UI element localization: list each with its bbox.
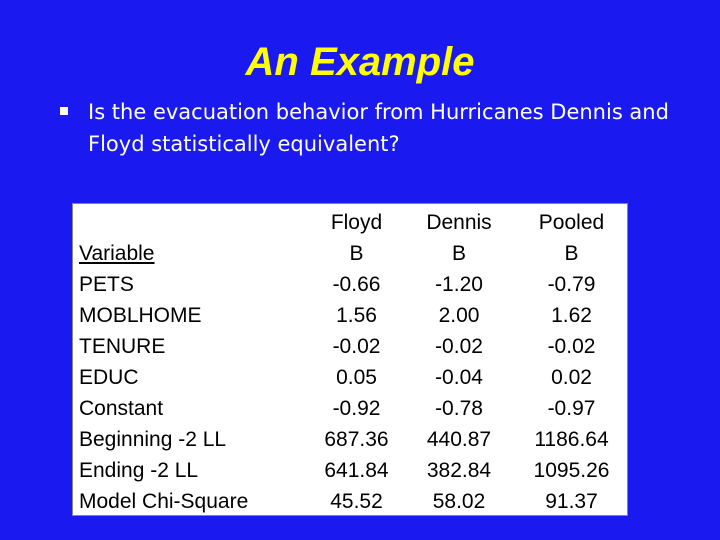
table-row [73, 486, 629, 517]
header-cell-dennis: Dennis [426, 211, 492, 234]
header-cell [73, 207, 309, 238]
results-table-panel [72, 203, 628, 516]
coefficient-cell: -0.79 [547, 273, 596, 296]
table-row [73, 424, 629, 455]
table-row [73, 393, 629, 424]
coefficient-cell: 2.00 [438, 304, 480, 327]
variable-name-cell: MOBLHOME [79, 304, 202, 327]
table-row [73, 331, 629, 362]
header-row-1 [73, 207, 629, 238]
bullet-text: Is the evacuation behavior from Hurricanes Dennis and Floyd statistically equivalent? [88, 100, 669, 156]
header-cell-floyd: Floyd [330, 211, 383, 234]
variable-name-cell: Constant [79, 397, 164, 420]
coefficient-cell: 58.02 [432, 490, 486, 513]
coefficient-cell: -0.02 [547, 335, 596, 358]
coefficient-cell: -0.04 [435, 366, 483, 389]
header-cell-variable: Variable [79, 242, 155, 265]
coefficient-cell: 1.56 [336, 304, 377, 327]
results-table [73, 207, 629, 517]
header-cell-b: B [349, 242, 364, 265]
header-cell-pooled: Pooled [538, 211, 605, 234]
variable-name-cell: Beginning -2 LL [79, 428, 227, 451]
coefficient-cell: 0.05 [336, 366, 377, 389]
slide-title: An Example [245, 40, 475, 84]
coefficient-cell: -0.02 [435, 335, 483, 358]
coefficient-cell: 382.84 [426, 459, 492, 482]
header-cell-b: B [564, 242, 579, 265]
table-row [73, 362, 629, 393]
square-bullet-icon [60, 107, 68, 115]
coefficient-cell: 1095.26 [533, 459, 610, 482]
table-row [73, 269, 629, 300]
coefficient-cell: -0.02 [332, 335, 381, 358]
coefficient-cell: -0.97 [547, 397, 596, 420]
variable-name-cell: EDUC [79, 366, 139, 389]
table-body [73, 269, 629, 517]
variable-name-cell: TENURE [79, 335, 166, 358]
coefficient-cell: 45.52 [330, 490, 383, 513]
header-row-2 [73, 238, 629, 269]
header-cell-b: B [451, 242, 466, 265]
variable-name-cell: PETS [79, 273, 134, 296]
coefficient-cell: -1.20 [435, 273, 483, 296]
bullet-item [60, 96, 680, 160]
coefficient-cell: 1.62 [551, 304, 592, 327]
coefficient-cell: 1186.64 [534, 428, 609, 451]
coefficient-cell: 440.87 [426, 428, 492, 451]
table-row [73, 455, 629, 486]
coefficient-cell: 0.02 [551, 366, 592, 389]
coefficient-cell: -0.92 [332, 397, 381, 420]
coefficient-cell: 687.36 [324, 428, 389, 451]
variable-name-cell: Ending -2 LL [79, 459, 199, 482]
coefficient-cell: 641.84 [324, 459, 389, 482]
coefficient-cell: -0.78 [435, 397, 483, 420]
coefficient-cell: -0.66 [332, 273, 381, 296]
variable-name-cell: Model Chi-Square [79, 490, 249, 513]
coefficient-cell: 91.37 [545, 490, 598, 513]
table-row [73, 300, 629, 331]
